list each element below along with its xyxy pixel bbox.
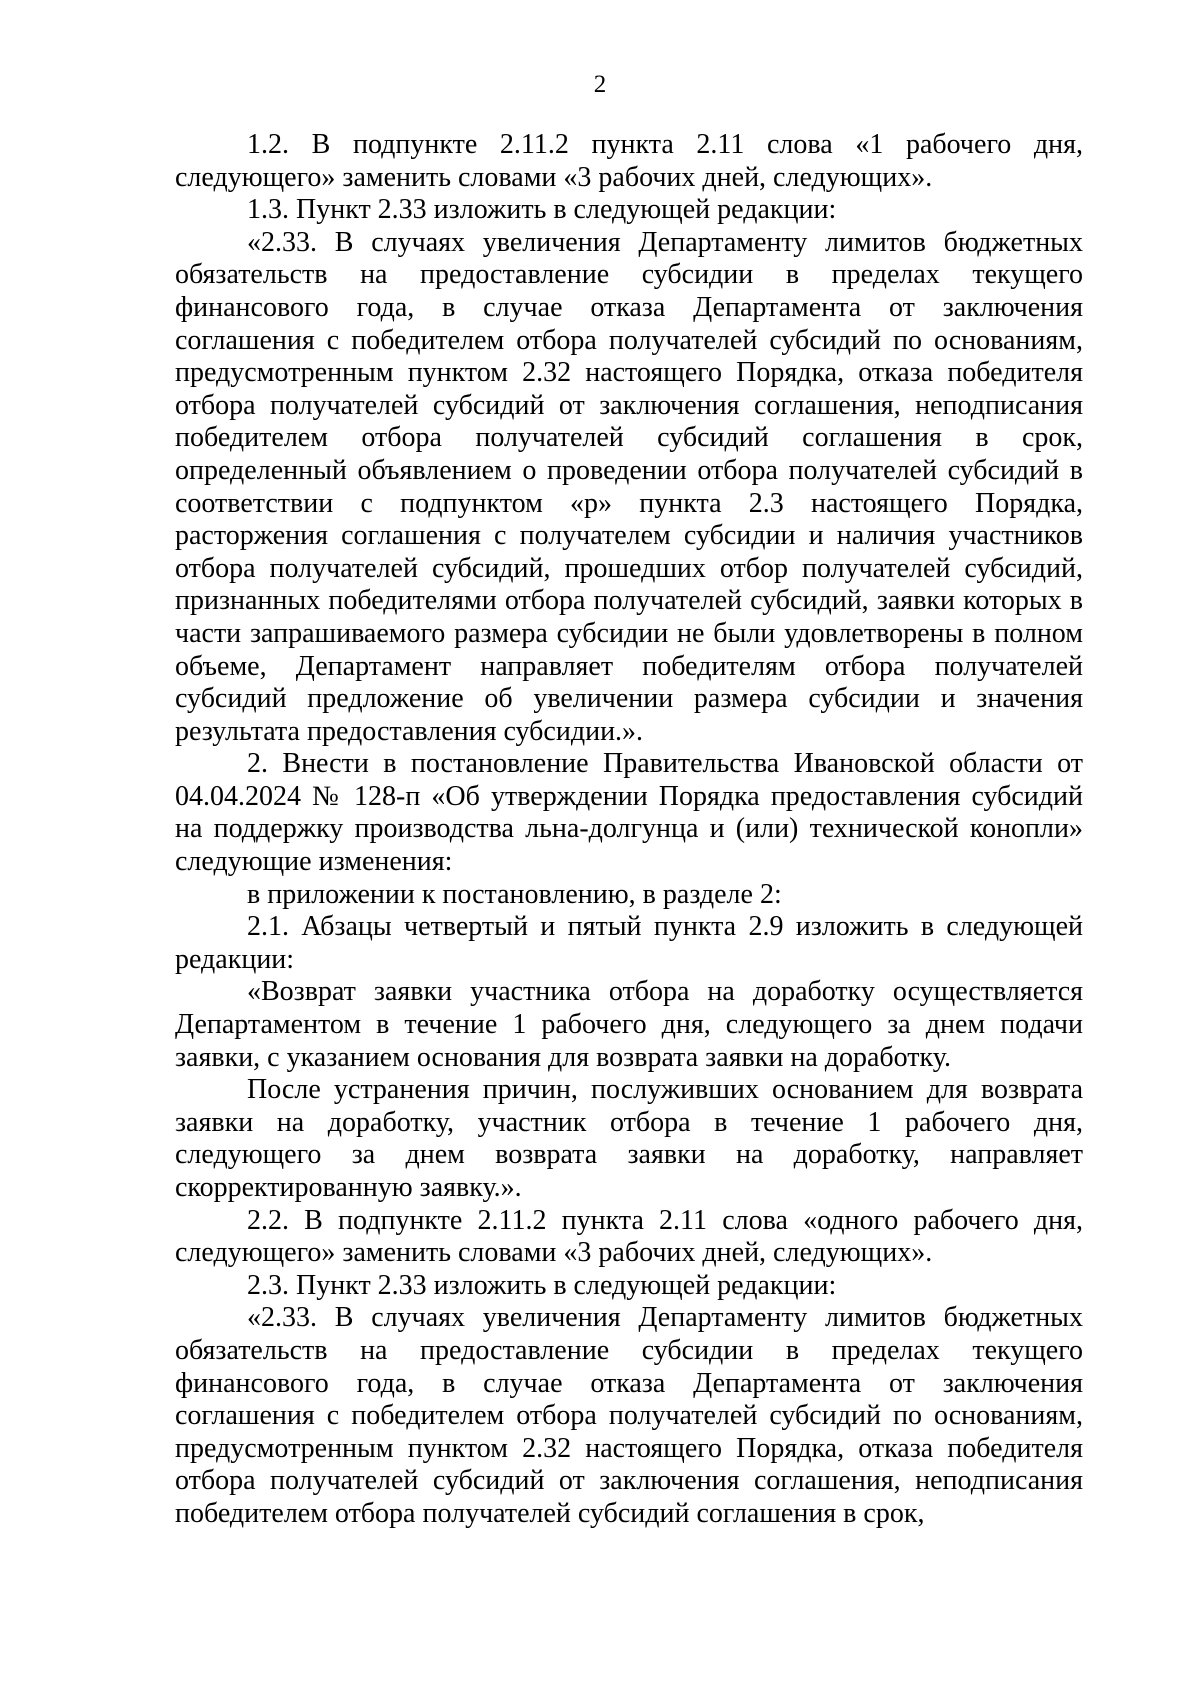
paragraph-2-3-text: «2.33. В случаях увеличения Департаменту лимитов бюджетных обязательств на предоставление субсидии в пределах текущего финансового года, в случае отказа Департамента от заключения соглашения с победителем отбора получателей субсидий по основаниям, предусмотренным пунктом 2.32 настоящего Порядка, отказа победителя отбора получателей субсидий от заключения соглашения, неподписания победителем отбора получателей субсидий соглашения в срок, <box>175 1302 1083 1529</box>
paragraph-2-intro: в приложении к постановлению, в разделе 2: <box>247 878 782 910</box>
paragraph-2-3: 2.3. Пункт 2.33 изложить в следующей редакции: <box>247 1269 837 1301</box>
paragraph-2-2: 2.2. В подпункте 2.11.2 пункта 2.11 слова «одного рабочего дня, следующего» заменить словами «3 рабочих дней, следующих». <box>175 1204 1083 1269</box>
paragraph-1-3-text: «2.33. В случаях увеличения Департаменту лимитов бюджетных обязательств на предоставление субсидии в пределах текущего финансового года, в случае отказа Департамента от заключения соглашения с победителем отбора получателей субсидий по основаниям, предусмотренным пунктом 2.32 настоящего Порядка, отказа победителя отбора получателей субсидий от заключения соглашения, неподписания победителем отбора получателей субсидий соглашения в срок, определенный объявлением о проведении отбора получателей субсидий в соответствии с подпунктом «р» пункта 2.3 настоящего Порядка, расторжения соглашения с получателем субсидии и наличия участников отбора получателей субсидий, прошедших отбор получателей субсидий, признанных победителями отбора получателей субсидий, заявки которых в части запрашиваемого размера субсидии не были удовлетворены в полном объеме, Департамент направляет победителям отбора получателей субсидий предложение об увеличении размера субсидии и значения результата предоставления субсидии.». <box>175 226 1083 747</box>
page-number: 2 <box>593 71 607 98</box>
document-body <box>175 129 1083 1531</box>
paragraph-1-3: 1.3. Пункт 2.33 изложить в следующей редакции: <box>247 194 837 226</box>
paragraph-2-1-text-b: После устранения причин, послуживших основанием для возврата заявки на доработку, участник отбора в течение 1 рабочего дня, следующего за днем возврата заявки на доработку, направляет скорректированную заявку.». <box>175 1074 1083 1203</box>
paragraph-2: 2. Внести в постановление Правительства Ивановской области от 04.04.2024 № 128-п «Об утверждении Порядка предоставления субсидий на поддержку производства льна-долгунца и (или) технической конопли» следующие изменения: <box>175 748 1083 878</box>
paragraph-1-2: 1.2. В подпункте 2.11.2 пункта 2.11 слова «1 рабочего дня, следующего» заменить словами «3 рабочих дней, следующих». <box>175 129 1083 193</box>
paragraph-2-1: 2.1. Абзацы четвертый и пятый пункта 2.9 изложить в следующей редакции: <box>175 911 1083 975</box>
paragraph-2-1-text-a: «Возврат заявки участника отбора на доработку осуществляется Департаментом в течение 1 рабочего дня, следующего за днем подачи заявки, с указанием основания для возврата заявки на доработку. <box>175 976 1083 1073</box>
